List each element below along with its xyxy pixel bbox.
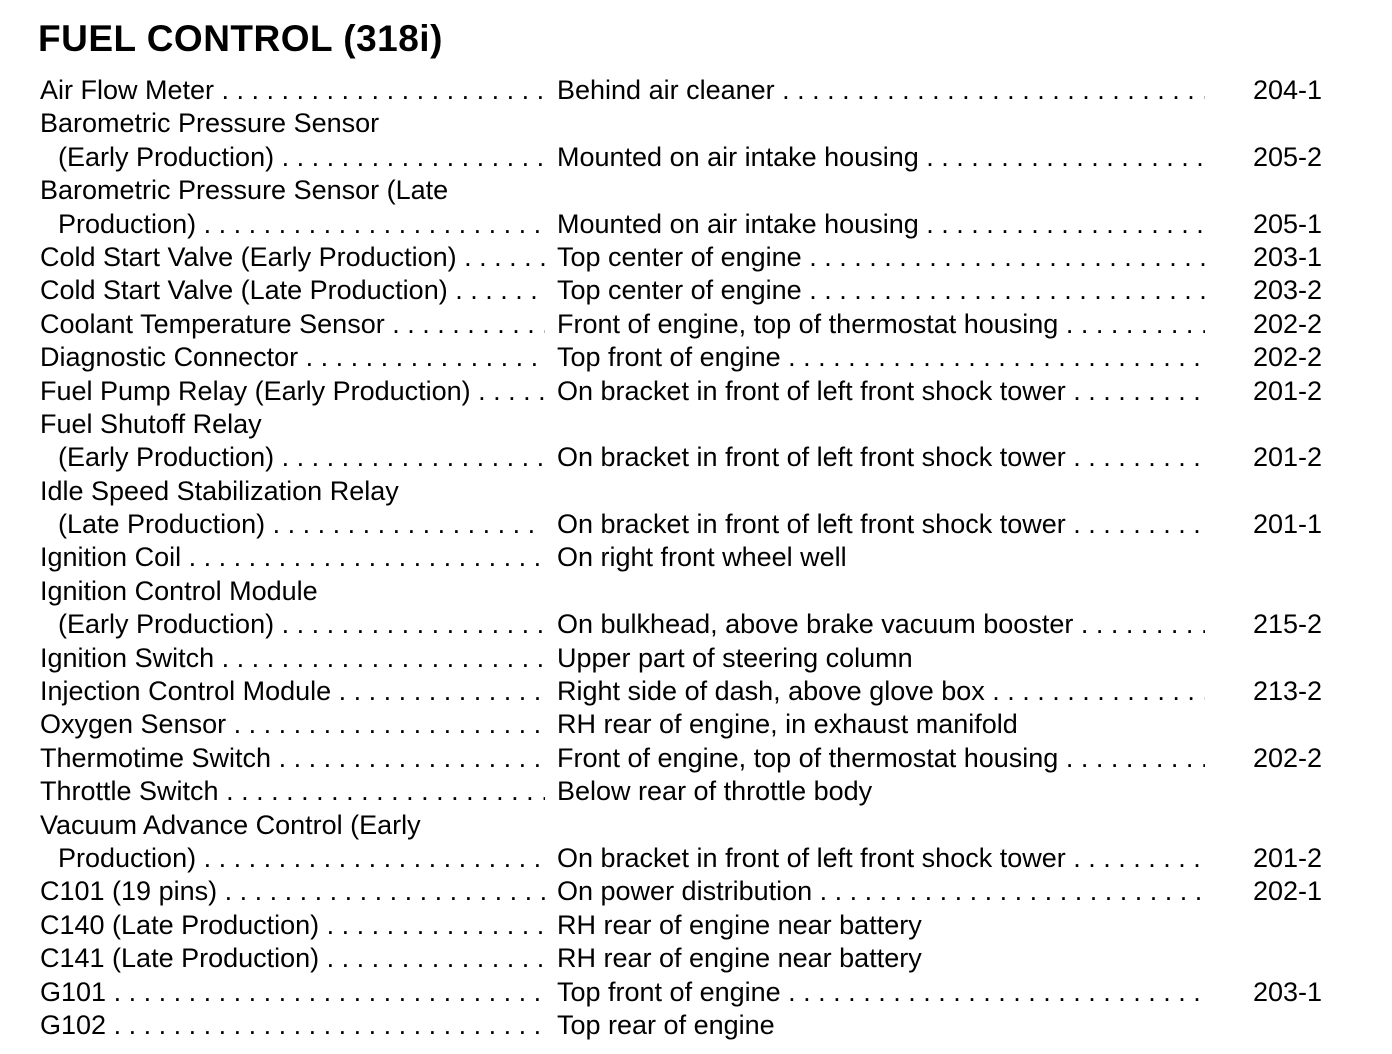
dot-leader [471,376,545,406]
dot-leader [214,75,545,105]
entry-row-continuation [40,174,1330,207]
figure-reference: 201-2 [1252,842,1322,873]
figure-reference: 205-1 [1252,208,1322,239]
component-name [40,107,600,140]
component-name [40,942,545,975]
component-name-text: Injection Control Module [40,676,332,707]
entry-row [40,308,1330,341]
entry-row-continuation [40,575,1330,608]
figure-reference: 201-2 [1252,375,1322,406]
entry-row [40,141,1330,174]
component-name [40,809,600,842]
entry-row [40,274,1330,307]
dot-leader [106,977,545,1007]
dot-leader [298,342,545,372]
component-location: Mounted on air intake housing . . . [557,141,1205,174]
entry-row [40,675,1330,708]
figure-reference: 202-2 [1252,742,1322,773]
component-name [40,909,545,942]
entry-row [40,541,1330,574]
component-name [40,475,600,508]
component-name-text: (Early Production) [58,141,275,172]
component-name-text: Idle Speed Stabilization Relay [40,475,399,506]
entry-row-continuation [40,408,1330,441]
figure-reference: 202-2 [1252,308,1322,339]
entry-row [40,341,1330,374]
component-location: On bracket in front of left front shock tower . . . [557,508,1205,541]
entry-row [40,642,1330,675]
component-name-text: Thermotime Switch [40,742,272,773]
dot-leader [265,509,545,539]
component-name [40,575,600,608]
entry-row [40,241,1330,274]
entry-row [40,942,1330,975]
entry-row [40,976,1330,1009]
figure-reference: 213-2 [1252,676,1322,707]
component-location: Below rear of throttle body [557,776,873,807]
figure-reference: 204-1 [1252,75,1322,105]
component-location: Top front of engine . . . [557,341,1205,374]
component-name-text: Cold Start Valve (Early Production) [40,241,457,272]
component-name [58,208,545,241]
component-name-text: C140 (Late Production) [40,909,320,940]
entry-row [40,508,1330,541]
entry-row-continuation [40,475,1330,508]
component-name [58,441,545,474]
dot-leader [106,1010,545,1040]
component-location: Top center of engine . . . [557,241,1205,274]
component-name [40,775,545,808]
dot-leader [196,209,545,239]
dot-leader [274,442,545,472]
page-title: FUEL CONTROL (318i) [38,18,443,59]
entry-row [40,842,1330,875]
component-name [40,541,545,574]
component-location: Top front of engine . . . [557,976,1205,1009]
component-name [40,1009,545,1042]
component-name-text: Fuel Shutoff Relay [40,408,262,439]
component-location: RH rear of engine near battery [557,943,922,974]
component-name-text: G102 [40,1009,107,1040]
figure-reference: 215-2 [1252,609,1322,640]
component-name [40,308,545,341]
component-name-text: Fuel Pump Relay (Early Production) [40,375,471,406]
component-name-text: Ignition Control Module [40,575,318,606]
component-name-text: Ignition Coil [40,542,182,573]
entry-row [40,441,1330,474]
component-location: RH rear of engine near battery [557,909,922,940]
component-location: On power distribution . . . [557,875,1205,908]
figure-reference: 202-1 [1252,876,1322,907]
dot-leader [214,643,545,673]
component-name [40,274,545,307]
dot-leader [219,776,545,806]
component-location: Behind air cleaner . . . [557,74,1205,107]
component-name [40,174,600,207]
dot-leader [385,309,545,339]
entry-row-continuation [40,809,1330,842]
figure-reference: 203-2 [1252,275,1322,306]
component-name-text: Production) [58,208,197,239]
component-name [40,675,545,708]
entry-row-continuation [40,107,1330,140]
component-name [40,241,545,274]
component-name [40,708,545,741]
figure-reference: 201-1 [1252,509,1322,540]
component-name-text: Diagnostic Connector [40,342,299,373]
component-name [40,875,545,908]
component-name-text: Oxygen Sensor [40,709,227,740]
dot-leader [181,542,545,572]
figure-reference: 203-1 [1252,241,1322,272]
figure-reference: 205-2 [1252,141,1322,172]
component-name-text: G101 [40,976,107,1007]
component-name [58,608,545,641]
figure-reference: 201-2 [1252,442,1322,473]
component-location: RH rear of engine, in exhaust manifold [557,709,1018,740]
dot-leader [226,709,545,739]
component-name [40,976,545,1009]
component-name [58,141,545,174]
dot-leader [274,142,545,172]
component-name-text: Vacuum Advance Control (Early [40,809,421,840]
component-location: On bracket in front of left front shock tower . . . [557,375,1205,408]
entry-row [40,708,1330,741]
component-name [40,341,545,374]
dot-leader [319,943,545,973]
dot-leader [319,910,545,940]
component-location: On bulkhead, above brake vacuum booster . . . [557,608,1205,641]
component-name [40,742,545,775]
component-name [40,74,545,107]
component-name-text: Throttle Switch [40,776,219,807]
component-name-text: C101 (19 pins) [40,876,218,907]
entry-row [40,375,1330,408]
dot-leader [274,609,545,639]
component-name-text: (Early Production) [58,609,275,640]
entry-row [40,608,1330,641]
component-name-text: Coolant Temperature Sensor [40,308,385,339]
dot-leader [457,242,545,272]
entry-row [40,1009,1330,1042]
entry-row [40,742,1330,775]
component-name-text: Air Flow Meter [40,75,215,105]
component-name-text: Cold Start Valve (Late Production) [40,275,448,306]
component-name [40,408,600,441]
entry-row [40,74,1330,107]
dot-leader [271,743,545,773]
component-name-text: Barometric Pressure Sensor [40,108,380,139]
component-location: On bracket in front of left front shock tower . . . [557,842,1205,875]
entry-row [40,775,1330,808]
figure-reference: 202-2 [1252,342,1322,373]
entry-row [40,208,1330,241]
component-name [58,508,545,541]
dot-leader [217,876,545,906]
component-location: Top rear of engine [557,1009,775,1040]
entry-row [40,875,1330,908]
component-location: Front of engine, top of thermostat housing . . . [557,308,1205,341]
component-name-text: Ignition Switch [40,642,215,673]
dot-leader [448,275,545,305]
figure-reference: 203-1 [1252,976,1322,1007]
component-name [40,642,545,675]
component-location: On bracket in front of left front shock tower . . . [557,441,1205,474]
entry-row [40,909,1330,942]
component-location: Front of engine, top of thermostat housing . . . [557,742,1205,775]
dot-leader [196,843,545,873]
component-location: Top center of engine . . . [557,274,1205,307]
component-location: Mounted on air intake housing . . . [557,208,1205,241]
component-location: Upper part of steering column [557,642,913,673]
component-name-text: C141 (Late Production) [40,943,320,974]
component-name-text: Production) [58,842,197,873]
component-name-text: (Late Production) [58,509,266,540]
component-location: Right side of dash, above glove box . . . [557,675,1205,708]
component-name [58,842,545,875]
component-location: On right front wheel well [557,542,847,573]
dot-leader [331,676,545,706]
component-name [40,375,545,408]
component-name-text: (Early Production) [58,442,275,473]
component-name-text: Barometric Pressure Sensor (Late [40,175,449,206]
component-location-list [40,74,1330,1042]
